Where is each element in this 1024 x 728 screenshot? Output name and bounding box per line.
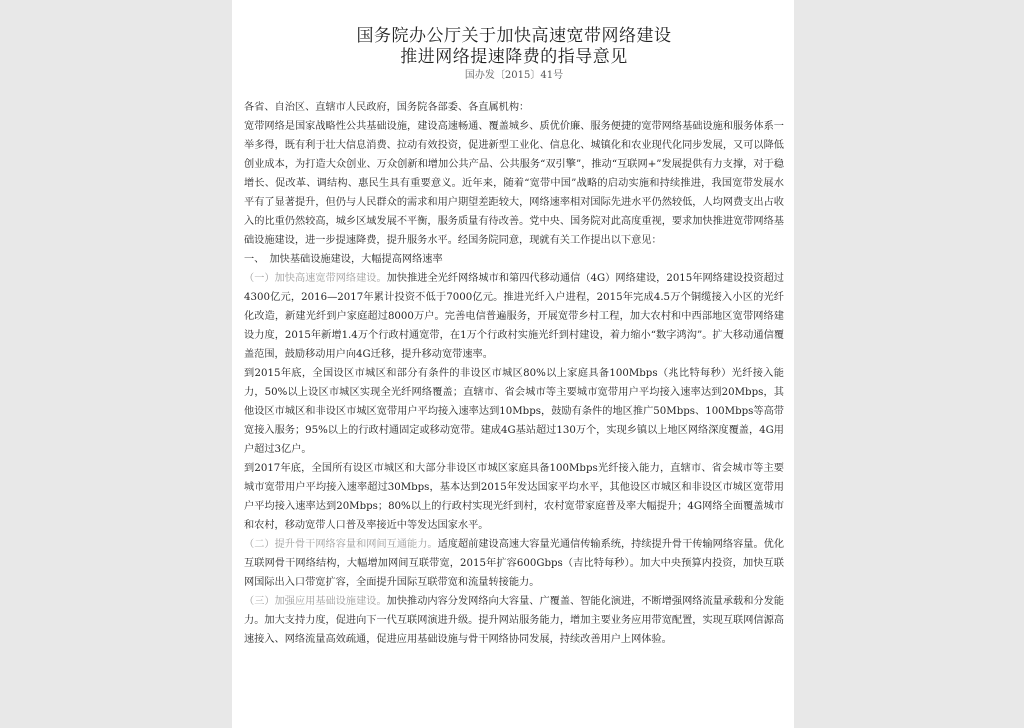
title-line-2: 推进网络提速降费的指导意见	[400, 47, 628, 67]
document-page	[232, 0, 794, 728]
item-1-text: 加快推进全光纤网络城市和第四代移动通信（4G）网络建设，2015年网络建设投资超过4300亿元，2016—2017年累计投资不低于7000亿元。推进光纤入户进程，2015年完成4.5万个铜缆接入小区的光纤化改造，新建光纤到户家庭超过8000万户。完善电信普遍服务，开展宽带乡村工程，加大农村和中西部地区宽带网络建设力度，2015年新增1.4万个行政村通宽带，在1万个行政村实施光纤到村建设，着力缩小“数字鸿沟”。扩大移动通信覆盖范围，鼓励移动用户向4G迁移，提升移动宽带速率。	[244, 273, 784, 360]
target-2017-paragraph: 到2017年底，全国所有设区市城区和大部分非设区市城区家庭具备100Mbps光纤接入能力，直辖市、省会城市等主要城市宽带用户平均接入速率超过30Mbps，基本达到2015年发达国家平均水平，其他设区市城区和非设区市城区宽带用户平均接入速率达到20Mbps；80%以上的行政村实现光纤到村，农村宽带家庭普及率大幅提升；4G网络全面覆盖城市和农村，移动宽带人口普及率接近中等发达国家水平。	[244, 463, 784, 531]
item-1-label: （一）加快高速宽带网络建设。	[244, 273, 387, 284]
document-title	[244, 26, 784, 68]
item-3-paragraph	[244, 592, 784, 649]
item-2-label: （二）提升骨干网络容量和网间互通能力。	[244, 539, 438, 550]
document-number: 国办发〔2015〕41号	[464, 70, 564, 81]
item-3-label: （三）加强应用基础设施建设。	[244, 596, 387, 607]
section-1-heading: 一、 加快基础设施建设，大幅提高网络速率	[244, 254, 443, 265]
item-3-text: 加快推动内容分发网络向大容量、广覆盖、智能化演进，不断增强网络流量承载和分发能力。加大支持力度，促进向下一代互联网演进升级。提升网站服务能力，增加主要业务应用带宽配置，实现互联网信源高速接入、网络流量高效疏通，促进应用基础设施与骨干网络协同发展，持续改善用户上网体验。	[244, 596, 784, 645]
item-1-paragraph	[244, 269, 784, 364]
title-line-1: 国务院办公厅关于加快高速宽带网络建设	[356, 26, 672, 46]
item-2-paragraph	[244, 535, 784, 592]
intro-paragraph: 宽带网络是国家战略性公共基础设施，建设高速畅通、覆盖城乡、质优价廉、服务便捷的宽带网络基础设施和服务体系一举多得，既有利于壮大信息消费、拉动有效投资，促进新型工业化、信息化、城镇化和农业现代化同步发展，又可以降低创业成本，为打造大众创业、万众创新和增加公共产品、公共服务“双引擎”，推动“互联网+”发展提供有力支撑，对于稳增长、促改革、调结构、惠民生具有重要意义。近年来，随着“宽带中国”战略的启动实施和持续推进，我国宽带发展水平有了显著提升，但仍与人民群众的需求和用户期望差距较大，网络速率相对国际先进水平仍然较低，人均网费支出占收入的比重仍然较高，城乡区域发展不平衡，服务质量有待改善。党中央、国务院对此高度重视，要求加快推进宽带网络基础设施建设，进一步提速降费，提升服务水平。经国务院同意，现就有关工作提出以下意见：	[244, 121, 784, 246]
item-2-text: 适度超前建设高速大容量光通信传输系统，持续提升骨干传输网络容量。优化互联网骨干网络结构，大幅增加网间互联带宽，2015年扩容600Gbps（吉比特每秒）。加大中央预算内投资，加快互联网国际出入口带宽扩容，全面提升国际互联带宽和流量转接能力。	[244, 539, 785, 588]
document-content	[244, 26, 784, 649]
salutation: 各省、自治区、直辖市人民政府，国务院各部委、各直属机构：	[244, 102, 530, 113]
target-2015-paragraph: 到2015年底，全国设区市城区和部分有条件的非设区市城区80%以上家庭具备100Mbps（兆比特每秒）光纤接入能力，50%以上设区市城区实现全光纤网络覆盖；直辖市、省会城市等主要城市宽带用户平均接入速率达到20Mbps，其他设区市城区和非设区市城区宽带用户平均接入速率达到10Mbps，鼓励有条件的地区推广50Mbps、100Mbps等高带宽接入服务；95%以上的行政村通固定或移动宽带。建成4G基站超过130万个，实现乡镇以上地区网络深度覆盖，4G用户超过3亿户。	[244, 368, 784, 455]
